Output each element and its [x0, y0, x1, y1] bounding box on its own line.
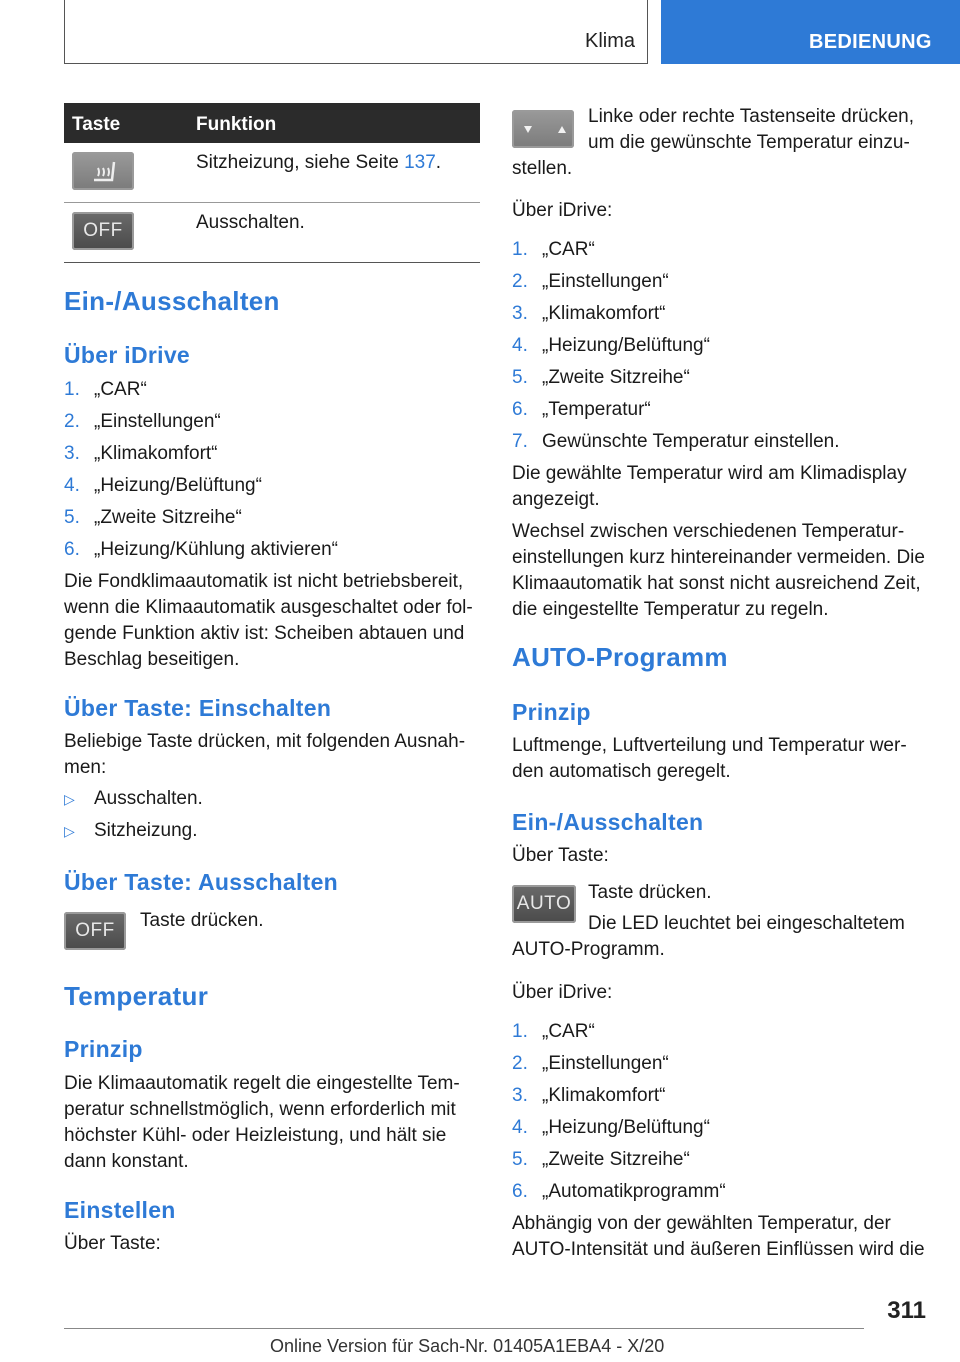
page-number: 311 — [887, 1297, 926, 1324]
heading-auto-programm: AUTO-Programm — [512, 642, 728, 672]
heading-taste-einschalten: Über Taste: Einschalten — [64, 695, 332, 721]
taste-off-text: Taste drücken. — [140, 910, 264, 931]
heading-einstellen: Einstellen — [64, 1197, 176, 1223]
heading-ueber-idrive: Über iDrive — [64, 342, 191, 368]
heading-prinzip: Prinzip — [512, 699, 591, 725]
seat-heating-button-icon — [72, 152, 134, 190]
heading-ein-ausschalten: Ein-/Ausschalten — [64, 286, 280, 316]
table-bottom-line — [64, 262, 480, 263]
auto-led-text: Die LED leuchtet bei eingeschaltetem AUTO-Programm. — [512, 913, 905, 960]
idrive-label: Über iDrive: — [512, 982, 613, 1003]
section-title: Klima — [584, 30, 635, 52]
einstellen-text: Über Taste: — [64, 1233, 161, 1254]
auto-button-icon: AUTO — [512, 885, 576, 923]
table-divider — [64, 202, 480, 203]
heading-prinzip: Prinzip — [64, 1036, 143, 1062]
temp-note-display: Die gewählte Temperatur wird am Klimadisplay angezeigt. — [512, 463, 907, 510]
idrive-label: Über iDrive: — [512, 200, 613, 221]
table-header — [64, 103, 480, 143]
heading-temperatur: Temperatur — [64, 981, 209, 1011]
header-frame — [64, 0, 648, 64]
off-button-icon: OFF — [64, 912, 126, 950]
auto-prinzip-text: Luftmenge, Luftverteilung und Temperatur wer- den automatisch geregelt. — [512, 735, 907, 782]
end-text: Abhängig von der gewählten Temperatur, der AUTO-Intensität und äußeren Einflüssen wird die — [512, 1213, 925, 1260]
prinzip-text: Die Klimaautomatik regelt die eingestellte Tem- peratur schnellstmöglich, wenn erforderlich mit höchster Kühl- oder Heizleistung, und hält sie dann konstant. — [64, 1073, 460, 1172]
heading-ein-ausschalten: Ein-/Ausschalten — [512, 809, 704, 835]
auto-press-text: Taste drücken. — [588, 882, 712, 903]
temp-note-change: Wechsel zwischen verschiedenen Temperatur- einstellungen kurz hintereinander vermeiden. Die Klimaautomatik hat sonst nicht ausreichend Zeit, die eingestellte Temperatur zu regeln. — [512, 521, 925, 620]
footer-divider — [64, 1328, 864, 1329]
footer-online-version: Online Version für Sach-Nr. 01405A1EBA4 - X/20 — [270, 1336, 665, 1356]
taste-label: Über Taste: — [512, 845, 609, 866]
triangle-bullet-icon: ▷ — [64, 791, 75, 807]
rocker-text: Linke oder rechte Tastenseite drücken, um die gewünschte Temperatur einzu- stellen. — [512, 106, 915, 179]
heading-taste-ausschalten: Über Taste: Ausschalten — [64, 869, 339, 895]
col-header-function: Funktion — [196, 114, 277, 135]
table-row-func: Ausschalten. — [196, 212, 305, 233]
chapter-tab[interactable]: BEDIENUNG — [661, 0, 960, 64]
off-button-icon: OFF — [72, 212, 134, 250]
triangle-bullet-icon: ▷ — [64, 823, 75, 839]
idrive-note: Die Fondklimaautomatik ist nicht betriebsbereit, wenn die Klimaautomatik ausgeschaltet oder fol- gende Funktion aktiv ist: Scheiben abtauen und Beschlag beseitigen. — [64, 571, 473, 670]
taste-on-text: Beliebige Taste drücken, mit folgenden Ausnah- men: — [64, 731, 466, 778]
col-header-key: Taste — [72, 114, 121, 135]
page-link[interactable]: 137 — [404, 152, 436, 173]
table-row-func: Sitzheizung, siehe Seite 137. — [196, 152, 442, 173]
